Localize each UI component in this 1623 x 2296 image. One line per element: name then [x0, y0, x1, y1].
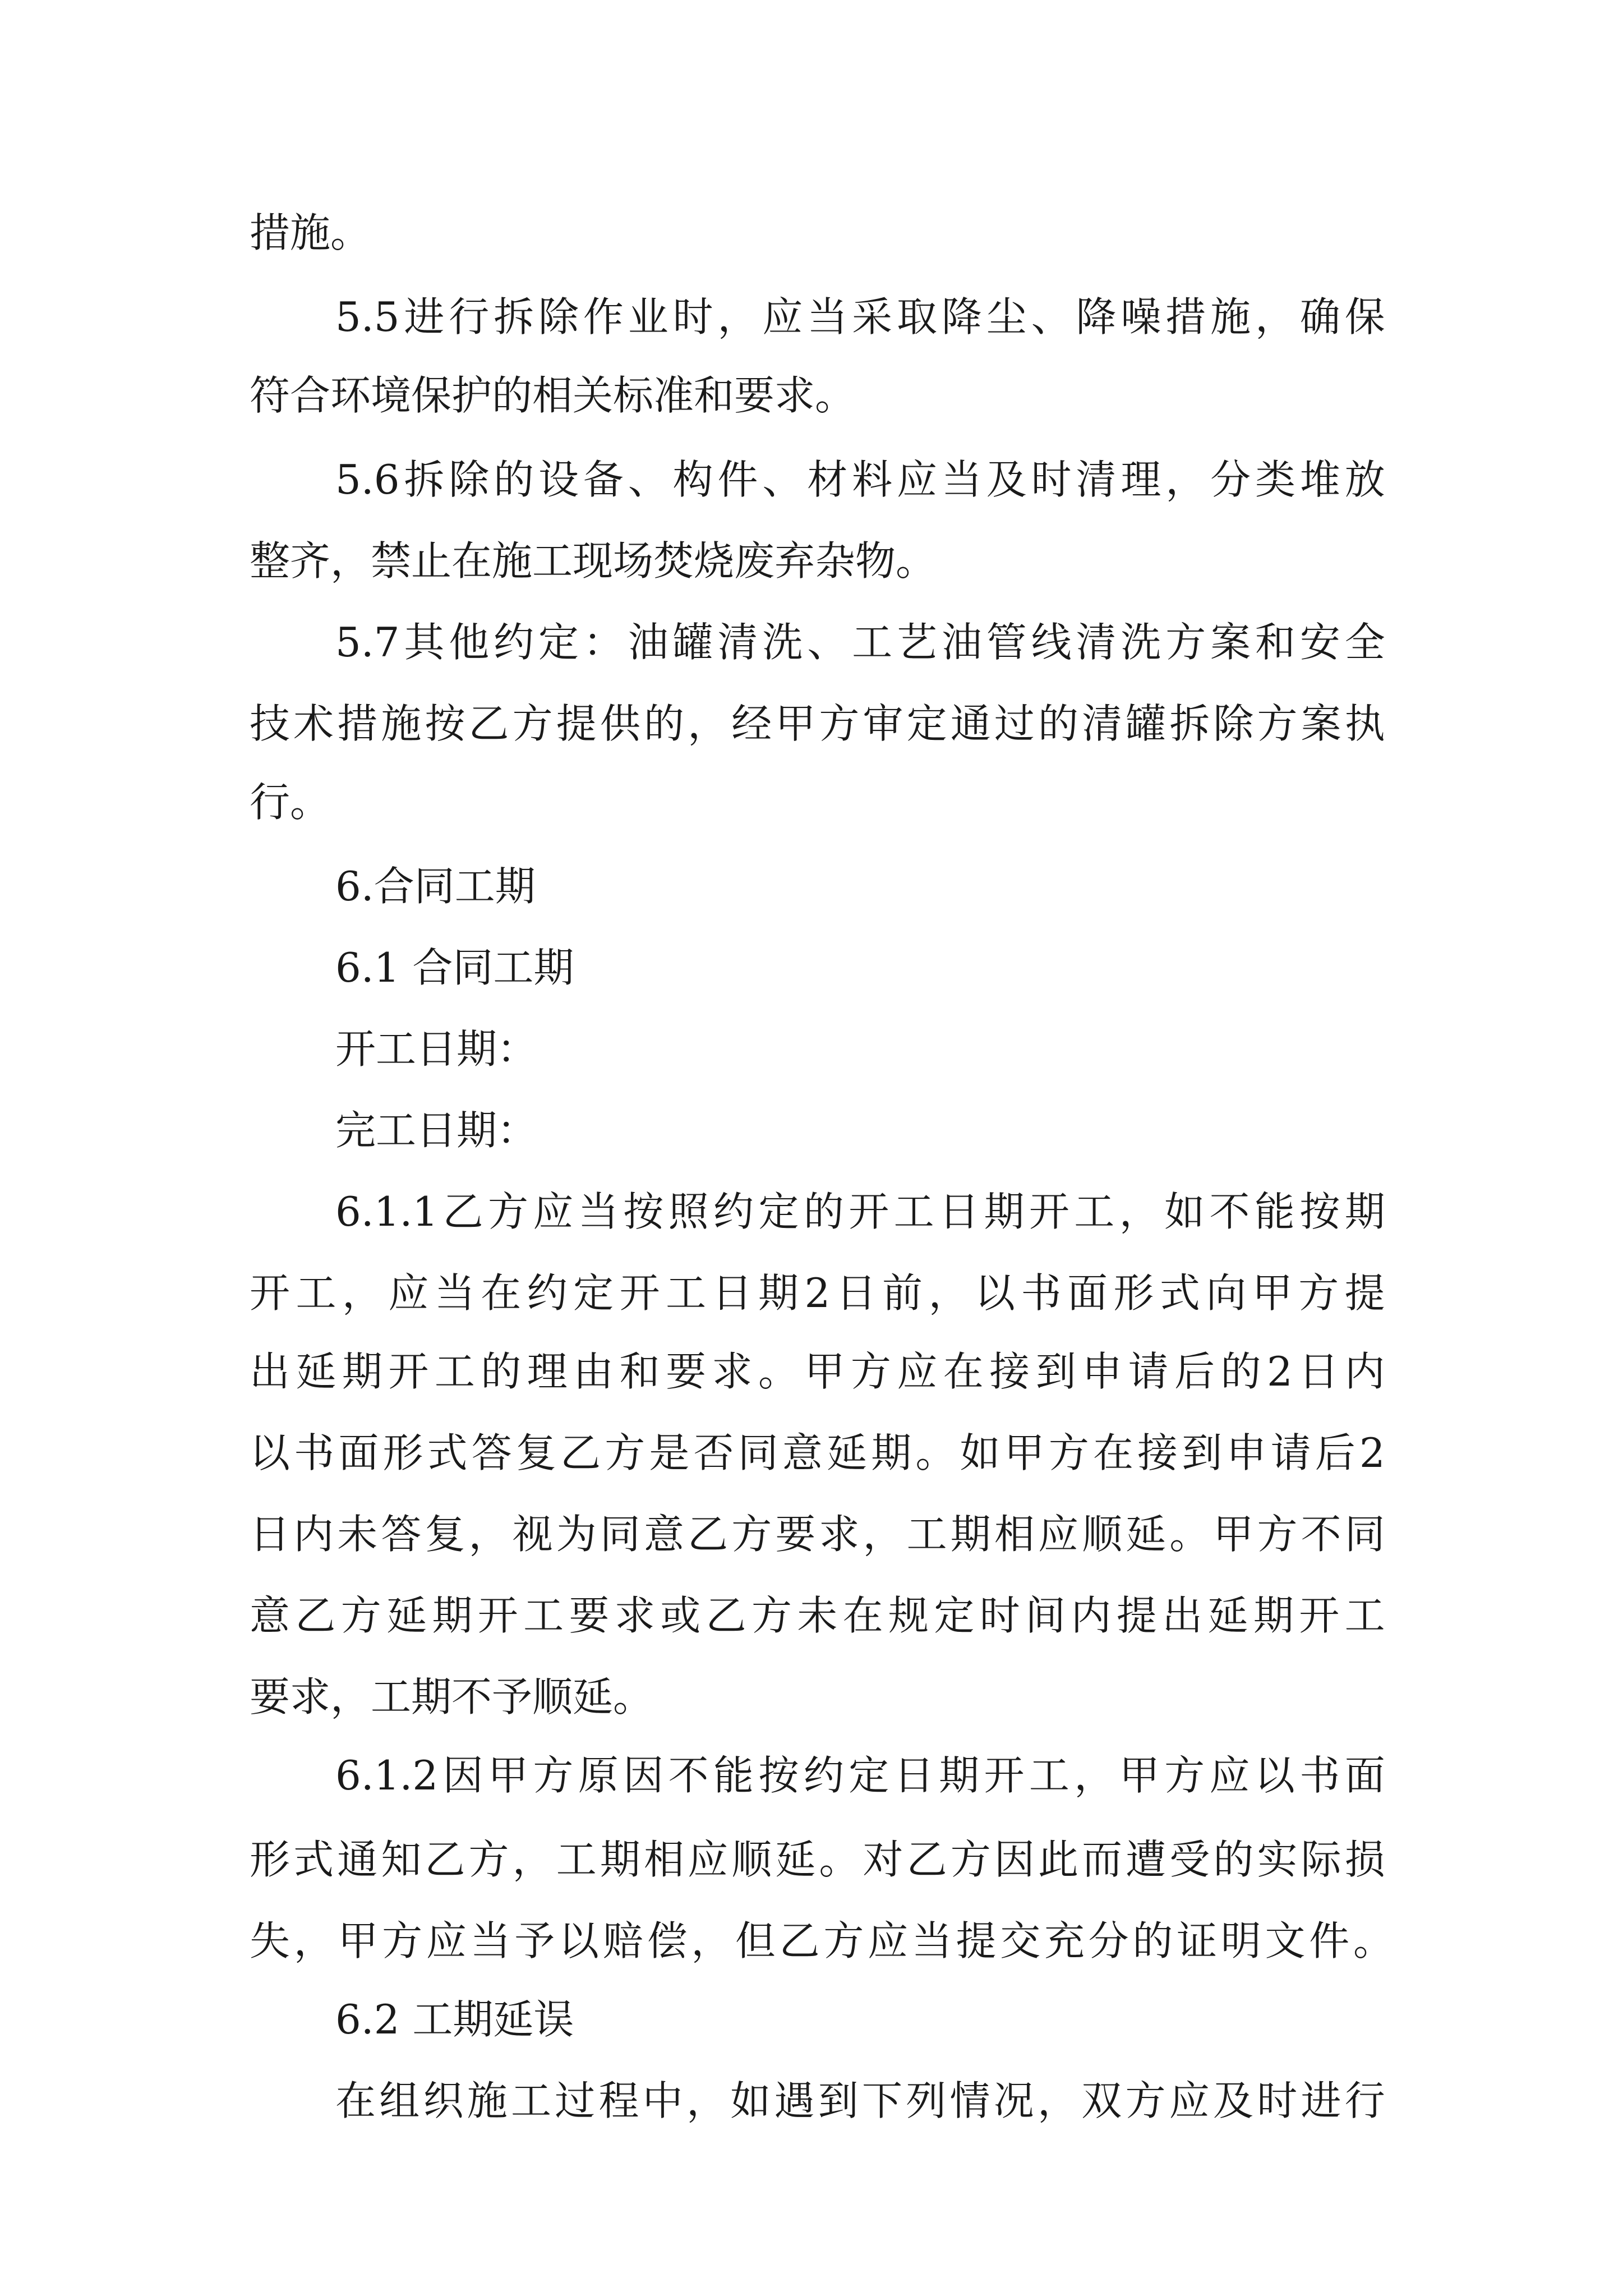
text-line: 以 书 面 形 式 答 复 乙 方 是 否 同 意 延 期 。 如 甲 方 在 接 到 申 请 后 2: [250, 1429, 1385, 1476]
subsection-heading: 6.2 工期延误: [335, 1996, 574, 2043]
text-line: 形 式 通 知 乙 方 ， 工 期 相 应 顺 延 。 对 乙 方 因 此 而 遭 受 的 实 际 损: [250, 1836, 1385, 1883]
text-line: 出 延 期 开 工 的 理 由 和 要 求 。 甲 方 应 在 接 到 申 请 后 的 2 日 内: [250, 1348, 1385, 1395]
text-line: 完工日期：: [335, 1107, 538, 1154]
text-line: 5.7 其 他 约 定 ： 油 罐 清 洗 、 工 艺 油 管 线 清 洗 方 案 和 安 全: [335, 619, 1385, 666]
text-line: 日 内 未 答 复 ， 视 为 同 意 乙 方 要 求 ， 工 期 相 应 顺 延 。 甲 方 不 同: [250, 1511, 1385, 1558]
text-line: 措施。: [250, 209, 371, 256]
text-line: 行。: [250, 779, 331, 826]
text-line: 技 术 措 施 按 乙 方 提 供 的 ， 经 甲 方 审 定 通 过 的 清 罐 拆 除 方 案 执: [250, 700, 1385, 747]
text-line: 整齐，禁止在施工现场焚烧废弃杂物。: [250, 537, 937, 585]
text-line: 5.5 进 行 拆 除 作 业 时 ， 应 当 采 取 降 尘 、 降 噪 措 施 ， 确 保: [335, 293, 1385, 341]
text-line: 要求，工期不予顺延。: [250, 1673, 654, 1720]
text-line: 符合环境保护的相关标准和要求。: [250, 372, 856, 419]
subsection-heading: 6.1 合同工期: [335, 944, 574, 991]
text-line: 6.1.2 因 甲 方 原 因 不 能 按 约 定 日 期 开 工 ， 甲 方 应 以 书 面: [335, 1752, 1385, 1799]
text-line: 在 组 织 施 工 过 程 中 ， 如 遇 到 下 列 情 况 ， 双 方 应 及 时 进 行: [335, 2077, 1385, 2124]
text-line: 意 乙 方 延 期 开 工 要 求 或 乙 方 未 在 规 定 时 间 内 提 出 延 期 开 工: [250, 1592, 1385, 1639]
text-line: 5.6 拆 除 的 设 备 、 构 件 、 材 料 应 当 及 时 清 理 ， 分 类 堆 放: [335, 456, 1385, 503]
text-line: 失 ， 甲 方 应 当 予 以 赔 偿 ， 但 乙 方 应 当 提 交 充 分 的 证 明 文 件 。: [250, 1917, 1394, 1964]
section-heading: 6.合同工期: [335, 863, 536, 910]
text-line: 6.1.1 乙 方 应 当 按 照 约 定 的 开 工 日 期 开 工 ， 如 不 能 按 期: [335, 1188, 1385, 1235]
text-line: 开 工 ， 应 当 在 约 定 开 工 日 期 2 日 前 ， 以 书 面 形 式 向 甲 方 提: [250, 1269, 1385, 1317]
text-line: 开工日期：: [335, 1025, 538, 1073]
